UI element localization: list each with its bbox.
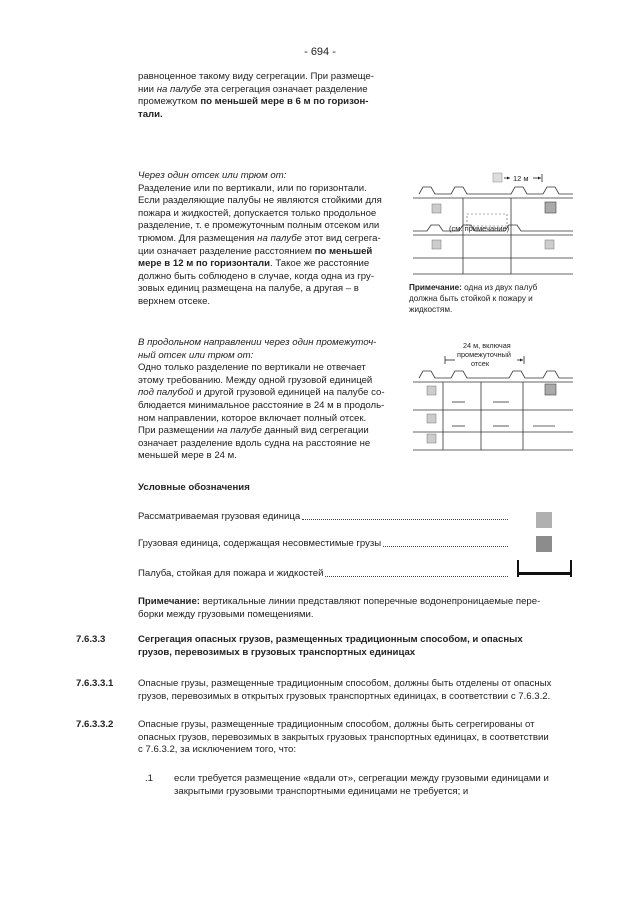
section-number: 7.6.3.3.1	[76, 678, 114, 689]
list-item	[174, 773, 583, 798]
block3-line: ном направлении, которое включает полный отсек.	[138, 412, 367, 424]
block2-bold: мере в 12 м по горизонтали	[138, 258, 270, 270]
block3-line: означает разделение вдоль судна на расстояние не	[138, 437, 371, 449]
section-number: 7.6.3.3	[76, 634, 106, 645]
block2-line: пожара и жидкостей, допускается только продольное	[138, 207, 377, 219]
cargo-unit-icon	[427, 414, 436, 423]
block1-line: нии	[138, 83, 157, 95]
resistant-deck-symbol	[517, 560, 519, 577]
legend-label: Палуба, стойкая для пожара и жидкостей	[138, 568, 324, 579]
resistant-deck-symbol	[570, 560, 572, 577]
block2-line: разделение, т. е промежуточным полным отсеком или	[138, 220, 380, 232]
paragraph	[138, 678, 583, 703]
block2-line: верхнем отсеке.	[138, 295, 211, 307]
block3-italic: под палубой	[138, 387, 194, 399]
block3-line: данный вид сегрегации	[261, 425, 369, 437]
block3-line: меньшей мере в 24 м.	[138, 450, 237, 462]
note-line: одна из двух палуб	[461, 283, 538, 292]
note2	[138, 596, 583, 621]
block1-italic: на палубе	[156, 83, 202, 95]
section-heading-line: грузов, перевозимых в грузовых транспортных единицах	[138, 646, 416, 658]
list-item-number: .1	[145, 773, 154, 784]
cargo-unit-icon	[545, 240, 554, 249]
block2-line: . Такое же расстояние	[269, 258, 370, 270]
section-heading-line: Сегрегация опасных грузов, размещенных традиционным способом, и опасных	[138, 634, 523, 645]
note-bold: Примечание:	[409, 283, 462, 292]
block3-text	[138, 337, 386, 463]
block2-line: трюмом. Для размещения	[138, 232, 258, 244]
legend-label: Рассматриваемая грузовая единица	[138, 511, 301, 522]
block3-line: Одно только разделение по вертикали не отвечает	[138, 362, 366, 374]
incompatible-cargo-swatch	[536, 536, 552, 552]
paragraph-line: грузов, перевозимых в открытых грузовых транспортных единицах, в соответствии с 7.6.3.2.	[138, 690, 551, 702]
cargo-unit-icon	[432, 240, 441, 249]
block1-line: эта сегрегация означает разделение	[201, 83, 368, 95]
block2-heading: Через один отсек или трюм от:	[138, 170, 287, 181]
block2-line: этот вид сегрега-	[302, 232, 381, 244]
block3-heading: ный отсек или трюм от:	[138, 349, 254, 361]
block1-bold: по меньшей мере в 6 м по горизон-	[200, 96, 369, 108]
block3-heading: В продольном направлении через один промежуточ-	[138, 337, 377, 348]
legend-item-incompatible-cargo	[138, 538, 510, 550]
subject-cargo-swatch	[536, 512, 552, 528]
block2-line: зовых единиц размещена на палубе, а другая – в	[138, 283, 359, 295]
cargo-unit-icon	[427, 434, 436, 443]
block2-line: Разделение или по вертикали, или по горизонтали.	[138, 182, 367, 194]
paragraph-line: опасных грузов, перевозимых в закрытых грузовых транспортных единицах, в соответствии	[138, 731, 549, 743]
paragraph-line: с 7.6.3.2, за исключением того, что:	[138, 744, 297, 756]
block2-italic: на палубе	[257, 232, 303, 244]
paragraph-line: Опасные грузы, размещенные традиционным способом, должны быть сегрегированы от	[138, 719, 535, 730]
segregation-diagram-1	[405, 168, 577, 280]
cargo-unit-icon	[427, 386, 436, 395]
block2-bold: по меньшей	[314, 245, 373, 257]
note-line: борки между грузовыми помещениями.	[138, 608, 314, 620]
paragraph-line: Опасные грузы, размещенные традиционным способом, должны быть отделены от опасных	[138, 678, 552, 689]
incompatible-cargo-icon	[545, 202, 556, 213]
diagram2-label: 24 м, включая	[463, 341, 511, 350]
cargo-unit-icon	[493, 173, 502, 182]
note-bold: Примечание:	[138, 596, 200, 607]
block3-line: и другой грузовой единицей на палубе со-	[193, 387, 385, 399]
legend-label: Грузовая единица, содержащая несовместимые грузы	[138, 538, 382, 549]
list-item-line: если требуется размещение «вдали от», сегрегации между грузовыми единицами и	[174, 773, 549, 784]
see-note-label: (см. примечание)	[449, 224, 510, 233]
block1-bold: тали.	[138, 108, 163, 120]
cargo-unit-icon	[432, 204, 441, 213]
paragraph	[138, 719, 583, 757]
page-number: - 694 -	[304, 46, 336, 58]
legend-item-subject-cargo	[138, 511, 510, 523]
block2-line: Если разделяющие палубы не являются стойкими для	[138, 195, 382, 207]
distance-label: 12 м	[513, 174, 529, 183]
block1-line: промежутком	[138, 96, 201, 108]
block3-line: блюдается минимальное расстояние в 24 м в продоль-	[138, 399, 385, 411]
section-heading	[138, 634, 583, 659]
block3-italic: на палубе	[216, 425, 262, 437]
block2-text	[138, 170, 386, 309]
note-line: вертикальные линии представляют поперечные водонепроницаемые пере-	[199, 596, 541, 607]
diagram2-label: отсек	[471, 359, 490, 368]
list-item-line: закрытыми грузовыми транспортными единицами не требуется; и	[174, 785, 469, 797]
note-line: должна быть стойкой к пожару и	[409, 293, 533, 303]
block3-line: этому требованию. Между одной грузовой единицей	[138, 374, 373, 386]
legend-title: Условные обозначения	[138, 482, 250, 493]
incompatible-cargo-icon	[545, 384, 556, 395]
section-number: 7.6.3.3.2	[76, 719, 114, 730]
diagram1-note	[409, 283, 579, 315]
block3-line: При размещении	[138, 425, 217, 437]
note-line: жидкостям.	[409, 304, 453, 314]
legend-item-resistant-deck	[138, 568, 510, 580]
segregation-diagram-2	[405, 340, 577, 460]
block1-line: равноценное такому виду сегрегации. При размеще-	[138, 71, 374, 82]
resistant-deck-symbol	[517, 572, 572, 575]
block2-line: ции означает разделение расстоянием	[138, 245, 315, 257]
block1-text	[138, 71, 386, 121]
diagram2-label: промежуточный	[457, 350, 511, 359]
block2-line: должно быть соблюдено в случае, когда одна из гру-	[138, 270, 375, 282]
